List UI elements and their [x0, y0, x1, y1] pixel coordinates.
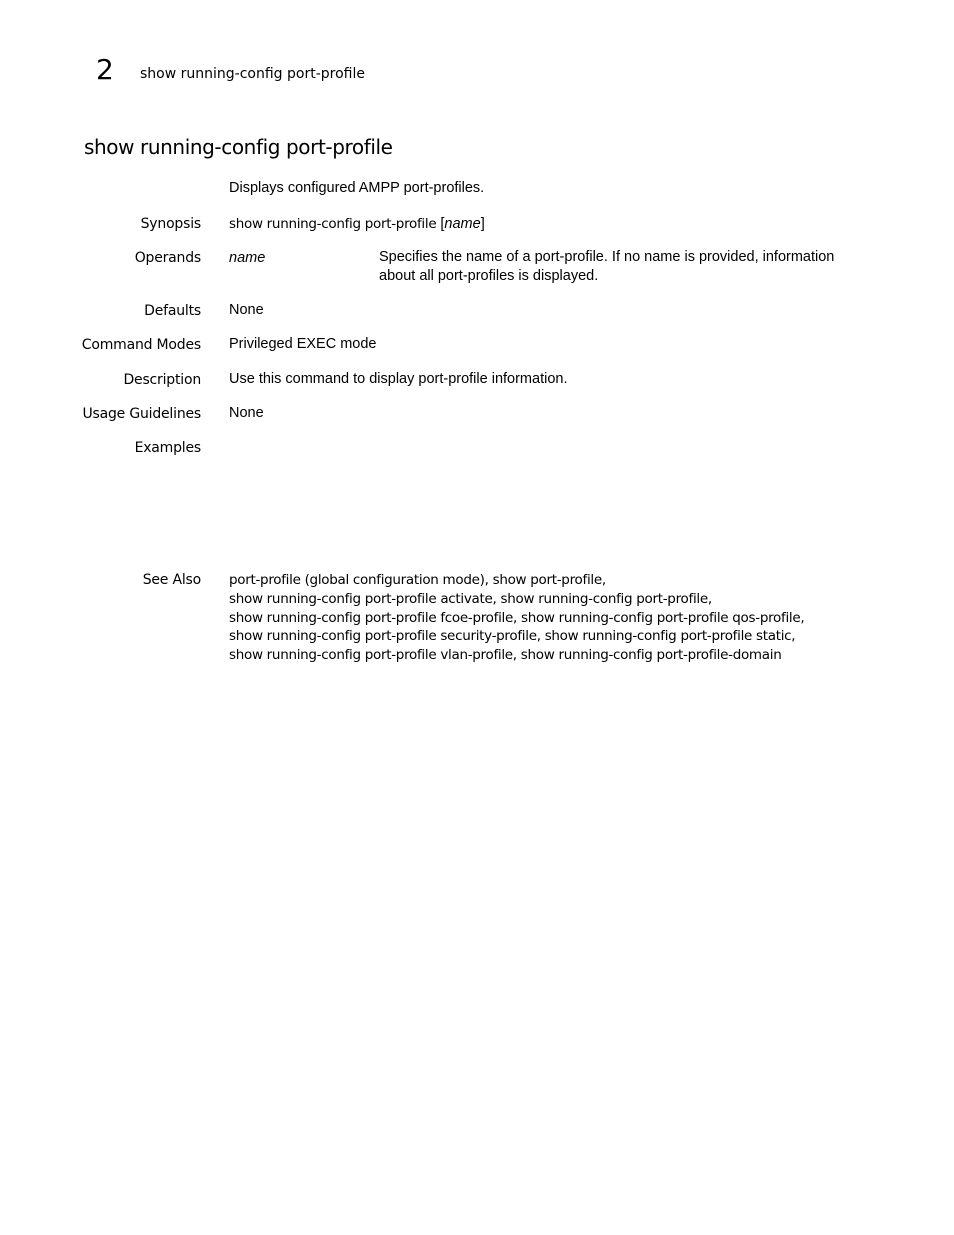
operand-description: Specifies the name of a port-profile. If no name is provided, information about all port-profiles is displayed.: [379, 249, 835, 284]
see-also-line[interactable]: show running-config port-profile fcoe-profile, show running-config port-profile qos-profile,: [229, 609, 805, 626]
defaults-label: Defaults: [144, 303, 201, 319]
description-text: Use this command to display port-profile information.: [229, 371, 568, 387]
synopsis-param: name: [444, 216, 481, 232]
usage-guidelines-text: None: [229, 405, 264, 421]
description-label: Description: [123, 372, 201, 388]
see-also-line[interactable]: show running-config port-profile vlan-profile, show running-config port-profile-domain: [229, 647, 782, 663]
command-modes-label: Command Modes: [81, 337, 201, 353]
see-also-list: [229, 571, 804, 665]
synopsis-close-bracket: ]: [480, 216, 485, 232]
usage-guidelines-label: Usage Guidelines: [82, 406, 201, 422]
see-also-line[interactable]: show running-config port-profile security-profile, show running-config port-profile static,: [229, 628, 796, 645]
summary-text: Displays configured AMPP port-profiles.: [229, 180, 485, 196]
synopsis-label: Synopsis: [140, 216, 201, 232]
command-modes-text: Privileged EXEC mode: [229, 336, 377, 352]
examples-label: Examples: [134, 440, 201, 456]
chapter-number: 2: [96, 53, 114, 86]
see-also-label: See Also: [142, 572, 201, 588]
synopsis-command: show running-config port-profile: [229, 216, 437, 232]
running-header: show running-config port-profile: [140, 66, 365, 82]
see-also-line[interactable]: port-profile (global configuration mode), show port-profile,: [229, 572, 606, 588]
synopsis-text: [229, 215, 485, 234]
defaults-text: None: [229, 302, 264, 318]
operands-label: Operands: [134, 250, 201, 266]
operand-name: name: [229, 250, 266, 266]
see-also-line[interactable]: show running-config port-profile activate, show running-config port-profile,: [229, 590, 712, 607]
synopsis-open-bracket: [: [436, 216, 445, 232]
page-title: show running-config port-profile: [84, 135, 393, 159]
